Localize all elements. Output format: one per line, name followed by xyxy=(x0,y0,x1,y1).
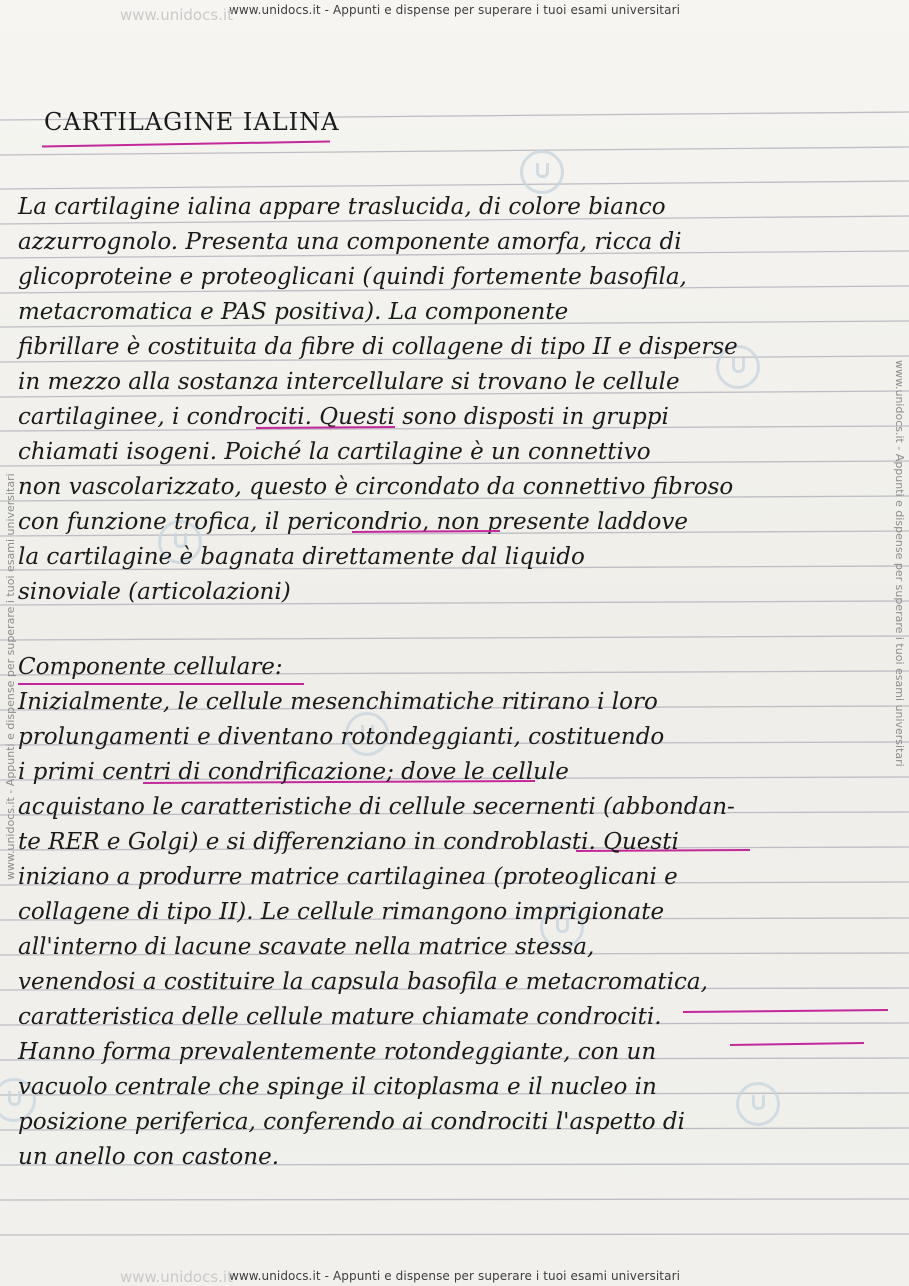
text-line: venendosi a costituire la capsula basofila e metacromatica, xyxy=(18,969,708,995)
text-line: prolungamenti e diventano rotondeggianti, costituendo xyxy=(18,724,665,750)
watermark-ghost-text: www.unidocs.it xyxy=(120,6,233,24)
text-line: La cartilagine ialina appare traslucida, di colore bianco xyxy=(18,194,666,220)
watermark-footer: www.unidocs.it - Appunti e dispense per superare i tuoi esami universitari xyxy=(228,1269,681,1283)
text-line: azzurrognolo. Presenta una componente amorfa, ricca di xyxy=(18,229,682,255)
watermark-ghost-text: www.unidocs.it xyxy=(120,1268,233,1286)
watermark-side-right: www.unidocs.it - Appunti e dispense per superare i tuoi esami universitari xyxy=(893,360,906,767)
text-line: non vascolarizzato, questo è circondato da connettivo fibroso xyxy=(18,474,734,500)
text-line: un anello con castone. xyxy=(18,1144,280,1170)
section-heading: Componente cellulare: xyxy=(18,654,283,680)
text-line: te RER e Golgi) e si differenziano in condroblasti. Questi xyxy=(18,829,679,855)
text-line: all'interno di lacune scavate nella matrice stessa, xyxy=(18,934,595,960)
text-line: sinoviale (articolazioni) xyxy=(18,579,291,605)
text-line: con funzione trofica, il pericondrio, non presente laddove xyxy=(18,509,688,535)
text-line: chiamati isogeni. Poiché la cartilagine è un connettivo xyxy=(18,439,651,465)
text-line: caratteristica delle cellule mature chiamate condrociti. xyxy=(18,1004,662,1030)
text-line: glicoproteine e proteoglicani (quindi fortemente basofila, xyxy=(18,264,687,290)
text-line: cartilaginee, i condrociti. Questi sono disposti in gruppi xyxy=(18,404,669,430)
text-line: collagene di tipo II). Le cellule rimangono imprigionate xyxy=(18,899,665,925)
text-line: iniziano a produrre matrice cartilaginea (proteoglicani e xyxy=(18,864,678,890)
section-heading-underline xyxy=(18,683,304,685)
text-line: vacuolo centrale che spinge il citoplasma e il nucleo in xyxy=(18,1074,657,1100)
page-title: CARTILAGINE IALINA xyxy=(44,108,340,136)
text-line: Hanno forma prevalentemente rotondeggiante, con un xyxy=(18,1039,657,1065)
text-line: i primi centri di condrificazione; dove le cellule xyxy=(18,759,569,785)
text-line: la cartilagine è bagnata direttamente dal liquido xyxy=(18,544,585,570)
text-line: metacromatica e PAS positiva). La componente xyxy=(18,299,569,325)
watermark-header: www.unidocs.it - Appunti e dispense per superare i tuoi esami universitari xyxy=(228,3,681,17)
text-line: in mezzo alla sostanza intercellulare si trovano le cellule xyxy=(18,369,680,395)
text-line: acquistano le caratteristiche di cellule secernenti (abbondan- xyxy=(18,794,735,820)
text-line: fibrillare è costituita da fibre di collagene di tipo II e disperse xyxy=(18,334,738,360)
watermark-side-left: www.unidocs.it - Appunti e dispense per superare i tuoi esami universitari xyxy=(4,473,17,880)
text-line: Inizialmente, le cellule mesenchimatiche ritirano i loro xyxy=(18,689,658,715)
text-line: posizione periferica, conferendo ai condrociti l'aspetto di xyxy=(18,1109,686,1135)
